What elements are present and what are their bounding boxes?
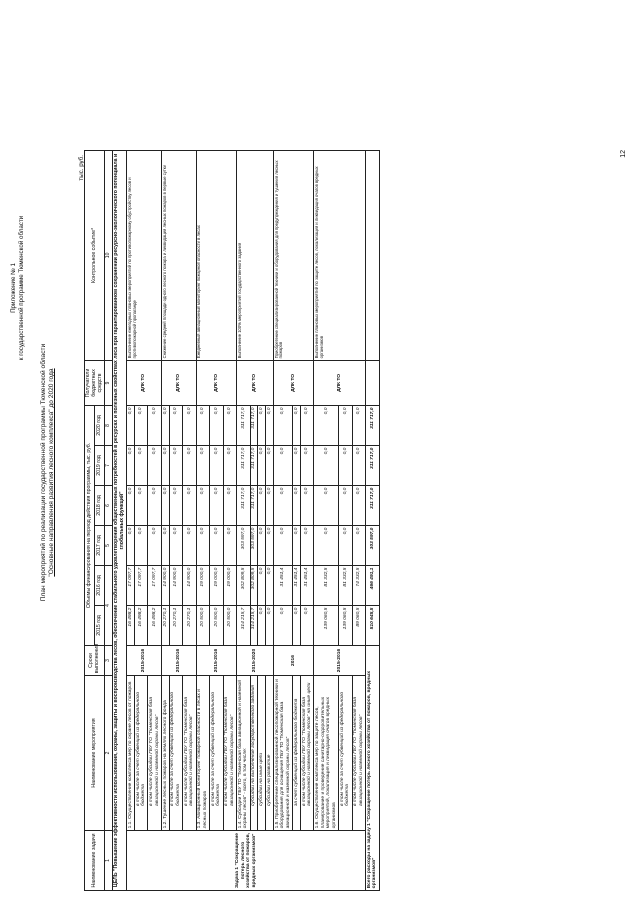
header-deadline: Сроки выполнения <box>85 646 105 676</box>
funding-value-cell: 0,0 <box>223 526 236 566</box>
table-row <box>161 150 169 890</box>
funding-value-cell: 0,0 <box>352 446 365 486</box>
funding-value-cell: 0,0 <box>210 405 223 445</box>
column-number: 10 <box>105 150 113 360</box>
activity-cell: за счет субвенций из федерального бюджета <box>293 676 301 831</box>
activity-cell: субсидии на развитие <box>266 676 274 831</box>
funding-value-cell: 0,0 <box>352 405 365 445</box>
funding-value-cell: 20 270,1 <box>183 606 196 646</box>
column-numbers-row <box>105 150 113 890</box>
funding-value-cell: 0,0 <box>258 566 266 606</box>
control-event-cell: Выполнение ежегодных плановых мероприятий по противопожарному обустройству лесов и противопожарной пропаганде <box>127 150 162 360</box>
funding-value-cell: 0,0 <box>314 446 339 486</box>
total-value-cell: 510 645,5 <box>366 606 379 646</box>
funding-value-cell: 0,0 <box>300 446 313 486</box>
activity-cell: в том числе субсидии ГБУ ТО "Тюменская база авиационной и наземной охраны лесов" <box>223 676 236 831</box>
funding-value-cell: 311 717,0 <box>237 486 250 526</box>
activity-cell: субсидии на иные цели <box>258 676 266 831</box>
funding-value-cell: 311 717,0 <box>237 446 250 486</box>
funding-value-cell: 16 498,2 <box>127 606 135 646</box>
funding-value-cell: 0,0 <box>161 486 169 526</box>
total-row <box>366 150 379 890</box>
column-number: 7 <box>105 446 113 486</box>
funding-value-cell: 0,0 <box>293 446 301 486</box>
header-year: 2015 год <box>95 606 105 646</box>
funding-value-cell: 0,0 <box>339 486 352 526</box>
recipient-cell: ДЛК ТО <box>127 360 162 405</box>
recipient-cell: ДЛК ТО <box>161 360 196 405</box>
funding-value-cell: 0,0 <box>127 526 135 566</box>
funding-value-cell: 0,0 <box>293 526 301 566</box>
table-row <box>274 150 293 890</box>
header-year: 2019 год <box>95 446 105 486</box>
column-number: 9 <box>105 360 113 405</box>
funding-value-cell: 17 097,7 <box>134 566 147 606</box>
deadline-cell: 2015-2016 <box>161 646 196 676</box>
funding-value-cell: 0,0 <box>314 405 339 445</box>
funding-value-cell: 0,0 <box>339 526 352 566</box>
funding-value-cell: 0,0 <box>223 405 236 445</box>
deadline-cell: 2015-2016 <box>314 646 366 676</box>
funding-value-cell: 311 717,0 <box>250 405 258 445</box>
activity-cell: в том числе субсидии ГБУ ТО "Тюменская база авиационной и наземной охраны лесов" <box>148 676 161 831</box>
funding-value-cell: 0,0 <box>223 486 236 526</box>
funding-value-cell: 0,0 <box>314 486 339 526</box>
control-event-cell: Приобретение специализированной техники и оборудования для предупреждения и тушения лесных пожаров <box>274 150 314 360</box>
funding-value-cell: 0,0 <box>300 526 313 566</box>
header-year: 2020 год <box>95 405 105 445</box>
funding-value-cell: 0,0 <box>169 486 182 526</box>
funding-value-cell: 0,0 <box>300 606 313 646</box>
funding-value-cell: 31 451,4 <box>300 566 313 606</box>
funding-value-cell: 0,0 <box>183 446 196 486</box>
recipient-cell: ДЛК ТО <box>196 360 236 405</box>
funding-value-cell: 0,0 <box>274 526 293 566</box>
funding-value-cell: 0,0 <box>258 526 266 566</box>
recipient-cell: ДЛК ТО <box>314 360 366 405</box>
funding-value-cell: 0,0 <box>127 446 135 486</box>
activity-cell: 1.5. Приобретение специализированной лесопожарной техники и оборудования для оснащения ГБУ ТО "Тюменская база авиационной и наземной охраны лесов" <box>274 676 293 831</box>
column-number: 3 <box>105 646 113 676</box>
funding-value-cell: 0,0 <box>127 486 135 526</box>
funding-value-cell: 81 332,5 <box>339 566 352 606</box>
funding-value-cell: 0,0 <box>223 446 236 486</box>
funding-value-cell: 0,0 <box>210 526 223 566</box>
header-year: 2018 год <box>95 486 105 526</box>
funding-value-cell: 303 597,0 <box>250 526 258 566</box>
funding-value-cell: 0,0 <box>293 405 301 445</box>
funding-value-cell: 19 000,0 <box>223 566 236 606</box>
funding-value-cell: 0,0 <box>293 486 301 526</box>
activity-cell: 1.4. Субсидии ГБУ ТО "Тюменская база авиационной и наземной охраны лесов" - всего, в том числе: <box>237 676 250 831</box>
funding-value-cell: 20 270,1 <box>169 606 182 646</box>
funding-value-cell: 0,0 <box>352 526 365 566</box>
funding-value-cell: 0,0 <box>183 405 196 445</box>
funding-value-cell: 0,0 <box>161 405 169 445</box>
funding-value-cell: 0,0 <box>148 405 161 445</box>
funding-value-cell: 14 900,0 <box>169 566 182 606</box>
funding-value-cell: 0,0 <box>266 566 274 606</box>
funding-value-cell: 0,0 <box>210 446 223 486</box>
funding-value-cell: 303 597,0 <box>237 526 250 566</box>
deadline-cell: 2015-2016 <box>127 646 162 676</box>
column-number: 6 <box>105 486 113 526</box>
funding-value-cell: 16 498,2 <box>148 606 161 646</box>
column-number: 5 <box>105 526 113 566</box>
funding-value-cell: 0,0 <box>134 405 147 445</box>
activity-cell: в том числе субсидии ГБУ ТО "Тюменская база авиационной и наземной охраны лесов" <box>352 676 365 831</box>
appendix-note <box>10 168 26 408</box>
funding-value-cell: 0,0 <box>169 526 182 566</box>
activity-cell: 1.1. Осуществление комплекса мер по охране лесов от пожаров <box>127 676 135 831</box>
funding-value-cell: 302 809,5 <box>237 566 250 606</box>
funding-value-cell: 0,0 <box>274 486 293 526</box>
funding-value-cell: 0,0 <box>266 405 274 445</box>
funding-value-cell: 74 332,5 <box>352 566 365 606</box>
activity-cell: 1.6. Осуществление комплекса мер по защите лесов, планирование и проведение санитарно-оздоровительных мероприятий, локализация и ликвидация очагов вредных организмов <box>314 676 339 831</box>
activity-cell: в том числе за счет субвенций из федерального бюджета <box>210 676 223 831</box>
funding-value-cell: 0,0 <box>258 446 266 486</box>
funding-value-cell: 19 000,0 <box>196 566 209 606</box>
funding-value-cell: 0,0 <box>196 526 209 566</box>
activity-plan-table <box>84 150 380 891</box>
header-task: Наименование задачи <box>85 831 105 891</box>
funding-value-cell: 0,0 <box>148 486 161 526</box>
funding-value-cell: 0,0 <box>339 405 352 445</box>
control-event-cell: Выполнение 100% мероприятий государственного задания <box>237 150 274 360</box>
activity-cell: субсидии на выполнение государственного задания <box>250 676 258 831</box>
funding-value-cell: 17 097,7 <box>127 566 135 606</box>
funding-value-cell: 0,0 <box>258 486 266 526</box>
header-activity: Наименование мероприятия <box>85 676 105 831</box>
funding-value-cell: 314 215,7 <box>250 606 258 646</box>
funding-value-cell: 0,0 <box>258 405 266 445</box>
header-row <box>85 150 95 890</box>
control-event-cell: Выполнение плановых мероприятий по защите лесов, локализация и ликвидация очагов вредных организмов <box>314 150 366 360</box>
funding-value-cell: 0,0 <box>266 486 274 526</box>
funding-value-cell: 0,0 <box>127 405 135 445</box>
activity-cell: в том числе за счет субвенций из федерального бюджета <box>134 676 147 831</box>
funding-value-cell: 0,0 <box>274 405 293 445</box>
table-row <box>196 150 209 890</box>
funding-value-cell: 0,0 <box>134 486 147 526</box>
funding-value-cell: 0,0 <box>196 405 209 445</box>
funding-value-cell: 0,0 <box>169 446 182 486</box>
deadline-cell: 2016 <box>274 646 314 676</box>
funding-value-cell: 311 717,0 <box>250 446 258 486</box>
funding-value-cell: 139 060,5 <box>339 606 352 646</box>
funding-value-cell: 302 809,5 <box>250 566 258 606</box>
funding-value-cell: 0,0 <box>314 526 339 566</box>
funding-value-cell: 0,0 <box>266 606 274 646</box>
table-row <box>127 150 135 890</box>
goal-text: ЦЕЛЬ "Повышение эффективности использования, охраны, защиты и воспроизводства лесов, обеспечение стабильного удовлетворения общественных потребностей в ресурсах и полезных свойствах леса при гарантированном сохранении ресурсно-экологического потенциала и глобальных функций" <box>113 150 127 890</box>
funding-value-cell: 0,0 <box>134 446 147 486</box>
funding-value-cell: 14 900,0 <box>183 566 196 606</box>
activity-cell: 1.2. Тушение лесных пожаров на землях лесного фонда <box>161 676 169 831</box>
funding-value-cell: 0,0 <box>300 486 313 526</box>
document-title <box>40 210 56 735</box>
funding-value-cell: 0,0 <box>210 486 223 526</box>
funding-value-cell: 20 500,0 <box>223 606 236 646</box>
funding-value-cell: 0,0 <box>148 526 161 566</box>
deadline-cell: 2015-2016 <box>196 646 236 676</box>
funding-value-cell: 19 000,0 <box>210 566 223 606</box>
header-event: Контрольное событие* <box>85 150 105 360</box>
task-name-cell: Задача 1 "Сокращение потерь лесного хозяйства от пожаров, вредных организмов" <box>127 831 366 891</box>
header-funding: Объемы финансирования на период действия программы, тыс. руб. <box>85 405 95 645</box>
activity-cell: в том числе субсидии ГБУ ТО "Тюменская база авиационной и наземной охраны лесов" <box>183 676 196 831</box>
funding-value-cell: 17 097,7 <box>148 566 161 606</box>
header-year: 2017 год <box>95 526 105 566</box>
activity-cell: в том числе за счет субвенций из федерального бюджета <box>339 676 352 831</box>
funding-value-cell: 0,0 <box>183 526 196 566</box>
header-year: 2016 год <box>95 566 105 606</box>
page-number: 12 <box>620 150 627 158</box>
funding-value-cell: 0,0 <box>266 526 274 566</box>
funding-value-cell: 0,0 <box>274 446 293 486</box>
funding-value-cell: 0,0 <box>161 526 169 566</box>
column-number: 4 <box>105 566 113 646</box>
funding-value-cell: 0,0 <box>196 446 209 486</box>
appendix-line-1: Приложение № 1 <box>10 263 17 313</box>
appendix-line-2: к государственной программе Тюменской области <box>17 215 25 361</box>
activity-cell: 1.3. Авиационный мониторинг пожарной опасности в лесах и лесных пожаров <box>196 676 209 831</box>
table-row <box>314 150 339 890</box>
total-value-cell: 466 491,1 <box>366 566 379 606</box>
table-row <box>237 150 250 890</box>
title-line-1: План мероприятий по реализации государственной программы Тюменской области <box>40 343 47 602</box>
funding-value-cell: 20 270,1 <box>161 606 169 646</box>
funding-value-cell: 0,0 <box>339 446 352 486</box>
deadline-cell: 2015-2020 <box>237 646 274 676</box>
total-value-cell: 311 717,0 <box>366 446 379 486</box>
funding-value-cell: 16 498,2 <box>134 606 147 646</box>
funding-value-cell: 0,0 <box>293 606 301 646</box>
activity-cell: в том числе субсидии ГБУ ТО "Тюменская база авиационной и наземной охраны лесов" на иные цели <box>300 676 313 831</box>
column-number: 1 <box>105 831 113 891</box>
funding-value-cell: 0,0 <box>183 486 196 526</box>
total-empty-cell <box>366 360 379 405</box>
funding-value-cell: 0,0 <box>161 446 169 486</box>
funding-value-cell: 0,0 <box>148 446 161 486</box>
funding-value-cell: 311 717,0 <box>250 486 258 526</box>
funding-value-cell: 0,0 <box>134 526 147 566</box>
activity-cell: в том числе за счет субвенций из федерального бюджета <box>169 676 182 831</box>
units-label: тыс. руб. <box>78 155 85 181</box>
goal-row <box>113 150 127 890</box>
funding-value-cell: 0,0 <box>274 606 293 646</box>
funding-value-cell: 14 900,0 <box>161 566 169 606</box>
column-number: 8 <box>105 405 113 445</box>
header-recipient: Получатели бюджетных средств <box>85 360 105 405</box>
funding-value-cell: 311 717,0 <box>237 405 250 445</box>
funding-value-cell: 0,0 <box>169 405 182 445</box>
funding-value-cell: 31 451,4 <box>293 566 301 606</box>
control-event-cell: Ежедневный авиационный мониторинг пожарной опасности в лесах <box>196 150 236 360</box>
recipient-cell: ДЛК ТО <box>274 360 314 405</box>
funding-value-cell: 0,0 <box>258 606 266 646</box>
funding-value-cell: 0,0 <box>300 405 313 445</box>
total-empty-cell <box>366 150 379 360</box>
funding-value-cell: 89 060,5 <box>352 606 365 646</box>
total-label: Всего расходы на задачу 1 "Сокращение потерь лесного хозяйства от пожаров, вредных организмов" <box>366 646 379 891</box>
funding-value-cell: 0,0 <box>196 486 209 526</box>
funding-value-cell: 0,0 <box>266 446 274 486</box>
funding-value-cell: 20 500,0 <box>210 606 223 646</box>
column-number: 2 <box>105 676 113 831</box>
funding-value-cell: 139 060,5 <box>314 606 339 646</box>
funding-value-cell: 314 215,7 <box>237 606 250 646</box>
funding-value-cell: 81 332,5 <box>314 566 339 606</box>
total-value-cell: 311 717,0 <box>366 405 379 445</box>
recipient-cell: ДЛК ТО <box>237 360 274 405</box>
funding-value-cell: 31 451,4 <box>274 566 293 606</box>
title-line-2: "Основные направления развития лесного комплекса" до 2020 года <box>48 368 56 577</box>
funding-value-cell: 20 500,0 <box>196 606 209 646</box>
control-event-cell: Снижение средней площади одного лесного пожара и ликвидация лесных пожаров в первые сутки <box>161 150 196 360</box>
total-value-cell: 311 717,0 <box>366 486 379 526</box>
total-value-cell: 303 597,0 <box>366 526 379 566</box>
funding-value-cell: 0,0 <box>352 486 365 526</box>
